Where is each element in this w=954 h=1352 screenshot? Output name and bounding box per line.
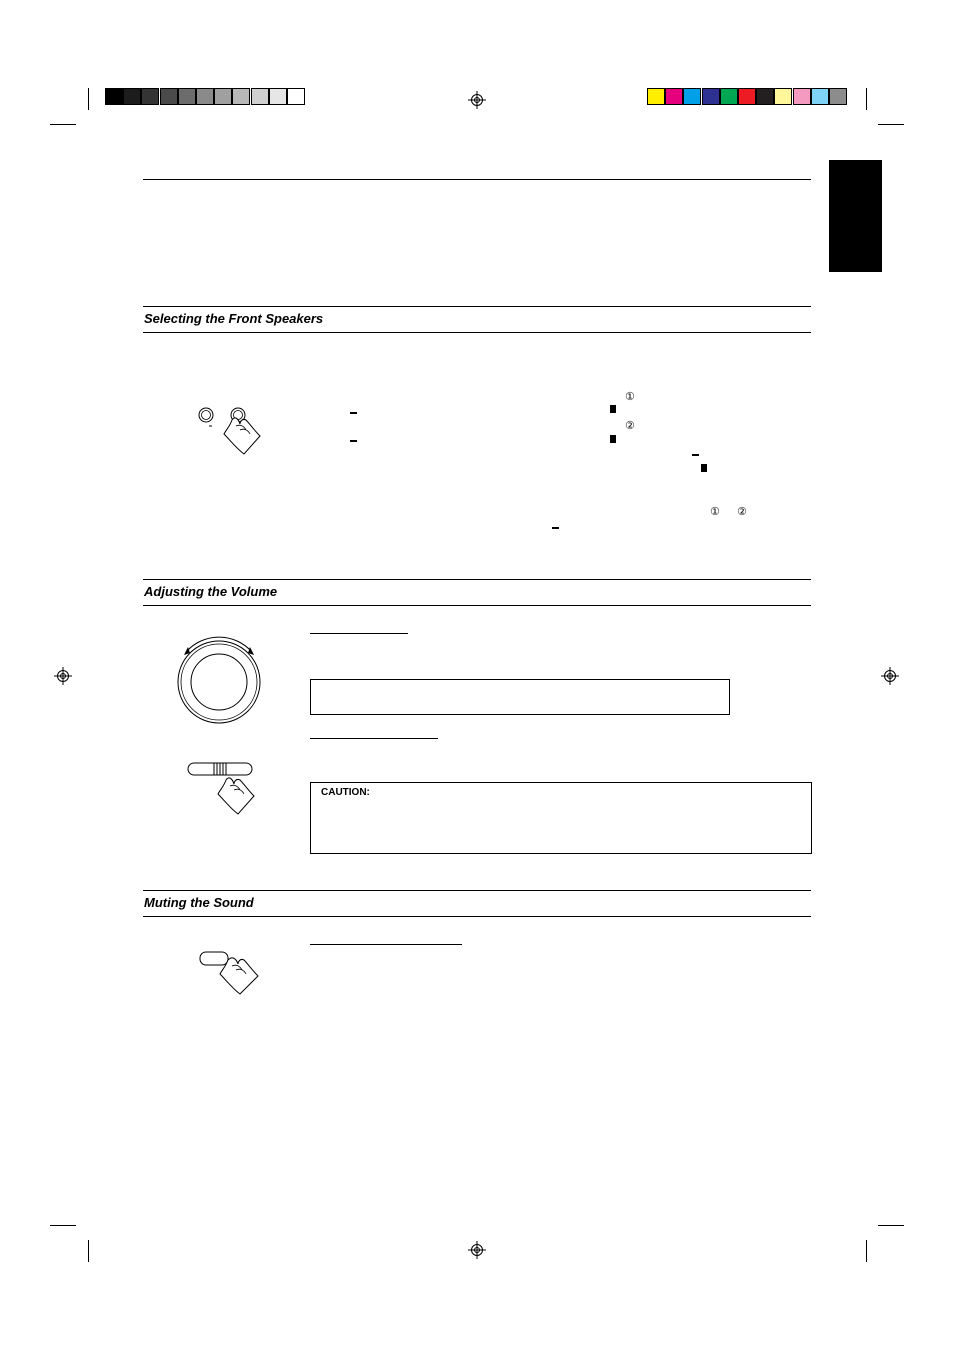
speaker-indicator-block-2: [610, 435, 616, 443]
gray-swatch-5: [178, 88, 196, 105]
front-speakers-rule-bottom: [143, 332, 811, 333]
registration-mark-left-icon: [54, 667, 72, 685]
gray-swatch-4: [160, 88, 178, 105]
color-swatch-9: [793, 88, 811, 105]
color-swatch-6: [738, 88, 756, 105]
muting-remote-underline: [310, 944, 462, 945]
gray-swatch-3: [141, 88, 159, 105]
color-swatch-2: [665, 88, 683, 105]
registration-mark-right-icon: [881, 667, 899, 685]
crop-mark-bottom-right-v: [866, 1240, 867, 1262]
volume-main-unit-underline: [310, 633, 408, 634]
gray-swatch-11: [287, 88, 305, 105]
volume-knob-icon: [172, 630, 266, 728]
crop-mark-top-left-h: [50, 124, 76, 125]
indicator-dash-4: [552, 527, 559, 529]
indicator-dash-1: [350, 412, 357, 414]
crop-mark-bottom-left-v: [88, 1240, 89, 1262]
crop-mark-bottom-right-h: [878, 1225, 904, 1226]
volume-section-title: Adjusting the Volume: [144, 584, 278, 599]
color-swatch-4: [702, 88, 720, 105]
header-rule: [143, 179, 811, 180]
caution-box: [310, 782, 812, 854]
color-swatch-1: [647, 88, 665, 105]
speaker-buttons-press-icon: [192, 400, 272, 460]
front-speakers-section-title: Selecting the Front Speakers: [144, 311, 324, 326]
gray-swatch-10: [269, 88, 287, 105]
muting-section-title: Muting the Sound: [144, 895, 254, 910]
crop-mark-top-right-v: [866, 88, 867, 110]
caution-label: CAUTION:: [321, 787, 370, 798]
gray-swatch-1: [105, 88, 123, 105]
volume-remote-underline: [310, 738, 438, 739]
front-speakers-rule-top: [143, 306, 811, 307]
crop-mark-top-left-v: [88, 88, 89, 110]
volume-rule-top: [143, 579, 811, 580]
gray-swatch-9: [251, 88, 269, 105]
color-swatch-10: [811, 88, 829, 105]
language-tab: [829, 160, 882, 272]
muting-rule-top: [143, 890, 811, 891]
volume-rule-bottom: [143, 605, 811, 606]
gray-swatch-6: [196, 88, 214, 105]
crop-mark-bottom-left-h: [50, 1225, 76, 1226]
crop-mark-top-right-h: [878, 124, 904, 125]
speaker-indicator-block-1: [610, 405, 616, 413]
volume-note-box: [310, 679, 730, 715]
indicator-dash-3: [692, 454, 699, 456]
callout-circle-1: ①: [625, 390, 635, 403]
color-swatch-7: [756, 88, 774, 105]
gray-swatch-2: [123, 88, 141, 105]
callout-circle-1-inline: ①: [710, 505, 720, 518]
callout-circle-2-inline: ②: [737, 505, 747, 518]
speaker-indicator-block-3: [701, 464, 707, 472]
registration-mark-bottom-icon: [468, 1241, 486, 1259]
gray-swatch-8: [232, 88, 250, 105]
callout-circle-2: ②: [625, 419, 635, 432]
indicator-dash-2: [350, 440, 357, 442]
registration-mark-top-icon: [468, 91, 486, 109]
muting-rule-bottom: [143, 916, 811, 917]
color-swatch-11: [829, 88, 847, 105]
color-swatch-5: [720, 88, 738, 105]
color-swatch-8: [774, 88, 792, 105]
gray-swatch-7: [214, 88, 232, 105]
remote-volume-button-press-icon: [186, 760, 266, 818]
color-swatch-3: [683, 88, 701, 105]
muting-button-press-icon: [198, 950, 268, 996]
